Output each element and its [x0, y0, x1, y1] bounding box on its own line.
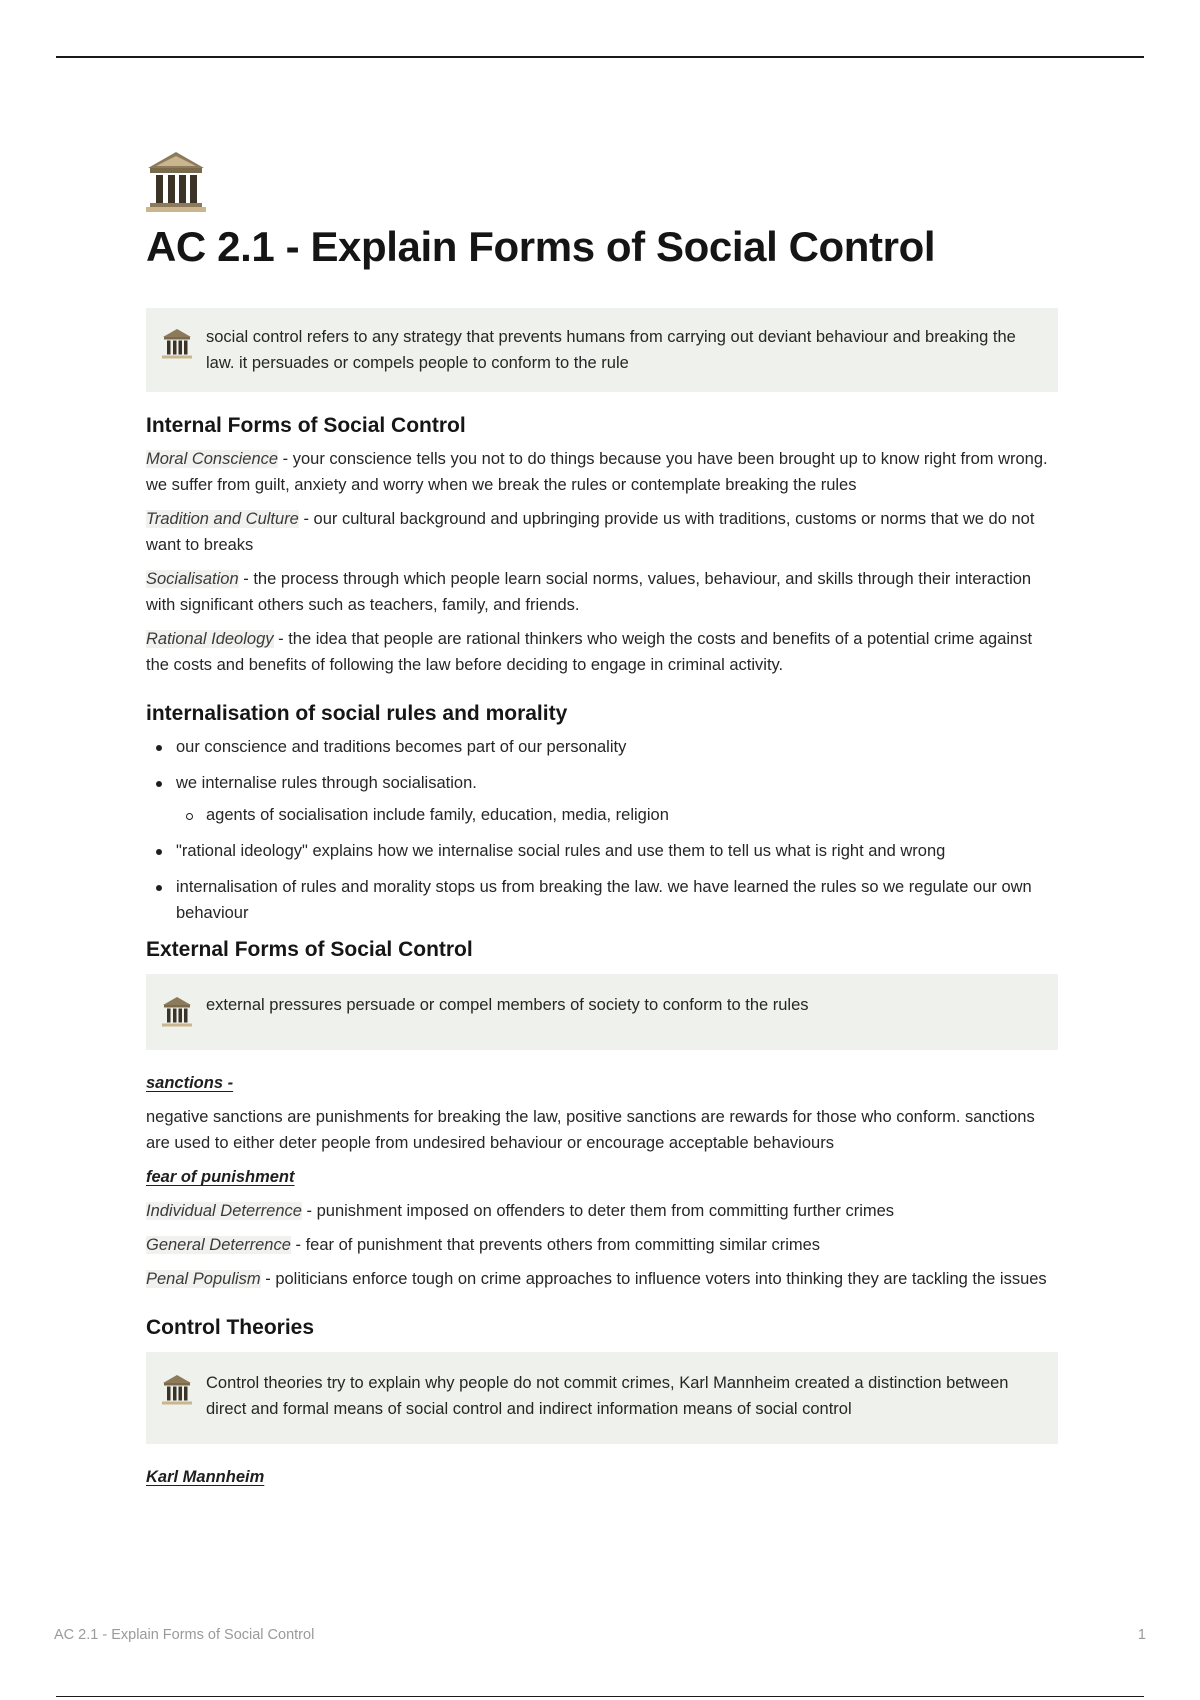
- heading-control-theories: Control Theories: [146, 1316, 315, 1340]
- document-page: [146, 150, 1058, 1498]
- term-label: Individual Deterrence: [146, 1202, 302, 1221]
- footer-title: AC 2.1 - Explain Forms of Social Control: [54, 1627, 315, 1643]
- external-callout: [146, 974, 1058, 1050]
- top-rule: [56, 56, 1144, 58]
- list-item: we internalise rules through socialisation. agents of socialisation include family, education, media, religion: [176, 770, 1058, 828]
- classical-building-icon: [162, 328, 192, 360]
- definition-callout: [146, 308, 1058, 392]
- callout-text: external pressures persuade or compel members of society to conform to the rules: [206, 996, 809, 1015]
- list-item: agents of socialisation include family, education, media, religion: [206, 802, 1058, 828]
- classical-building-icon: [146, 150, 206, 214]
- term-label: Rational Ideology: [146, 630, 274, 649]
- list-item: "rational ideology" explains how we internalise social rules and use them to tell us what is right and wrong: [176, 838, 1058, 864]
- control-callout: [146, 1352, 1058, 1444]
- term-label: Moral Conscience: [146, 450, 279, 469]
- internal-item-rational-ideology: Rational Ideology - the idea that people are rational thinkers who weigh the costs and benefits of a potential crime against the costs and benefits of following the law before deciding to engage in criminal activity.: [146, 630, 1033, 675]
- page-number: 1: [1137, 1627, 1146, 1643]
- internal-item-socialisation: Socialisation - the process through which people learn social norms, values, behaviour, and skills through their interaction with significant others such as teachers, family, and friends.: [146, 570, 1032, 615]
- internal-item-moral-conscience: Moral Conscience - your conscience tells you not to do things because you have been brought up to know right from wrong. we suffer from guilt, anxiety and worry when we break the rules or contemplate breaking the rules: [146, 450, 1048, 495]
- list-item: internalisation of rules and morality stops us from breaking the law. we have learned the rules so we regulate our own behaviour: [176, 874, 1058, 926]
- callout-text: social control refers to any strategy that prevents humans from carrying out deviant behaviour and breaking the law. it persuades or compels people to conform to the rule: [206, 328, 1016, 373]
- external-item-general: General Deterrence - fear of punishment that prevents others from committing similar crimes: [146, 1236, 821, 1255]
- term-label: Tradition and Culture: [146, 510, 299, 529]
- callout-text: Control theories try to explain why people do not commit crimes, Karl Mannheim created a distinction between direct and formal means of social control and indirect information means of social control: [206, 1374, 1009, 1419]
- term-label: Socialisation: [146, 570, 239, 589]
- karl-mannheim-label: Karl Mannheim: [146, 1468, 265, 1487]
- external-item-penal: Penal Populism - politicians enforce tough on crime approaches to influence voters into thinking they are tackling the issues: [146, 1270, 1047, 1289]
- heading-internal-forms: Internal Forms of Social Control: [146, 414, 466, 438]
- sanctions-text: negative sanctions are punishments for breaking the law, positive sanctions are rewards for those who conform. sanctions are used to either deter people from undesired behaviour or encourage acceptable behaviours: [146, 1108, 1035, 1153]
- classical-building-icon: [162, 1374, 192, 1406]
- internal-item-tradition: Tradition and Culture - our cultural background and upbringing provide us with traditions, customs or norms that we do not want to breaks: [146, 510, 1035, 555]
- sub-list: [176, 802, 1058, 828]
- internalisation-list: [146, 734, 1058, 926]
- heading-external-forms: External Forms of Social Control: [146, 938, 473, 962]
- page-title: AC 2.1 - Explain Forms of Social Control: [146, 223, 936, 270]
- term-label: Penal Populism: [146, 1270, 261, 1289]
- sanctions-label: sanctions -: [146, 1074, 234, 1093]
- external-item-individual: Individual Deterrence - punishment imposed on offenders to deter them from committing further crimes: [146, 1202, 895, 1221]
- fear-label: fear of punishment: [146, 1168, 295, 1187]
- classical-building-icon: [162, 996, 192, 1028]
- term-label: General Deterrence: [146, 1236, 291, 1255]
- list-item: our conscience and traditions becomes part of our personality: [176, 734, 1058, 760]
- heading-internalisation: internalisation of social rules and morality: [146, 702, 568, 726]
- bottom-rule: [56, 1696, 1144, 1697]
